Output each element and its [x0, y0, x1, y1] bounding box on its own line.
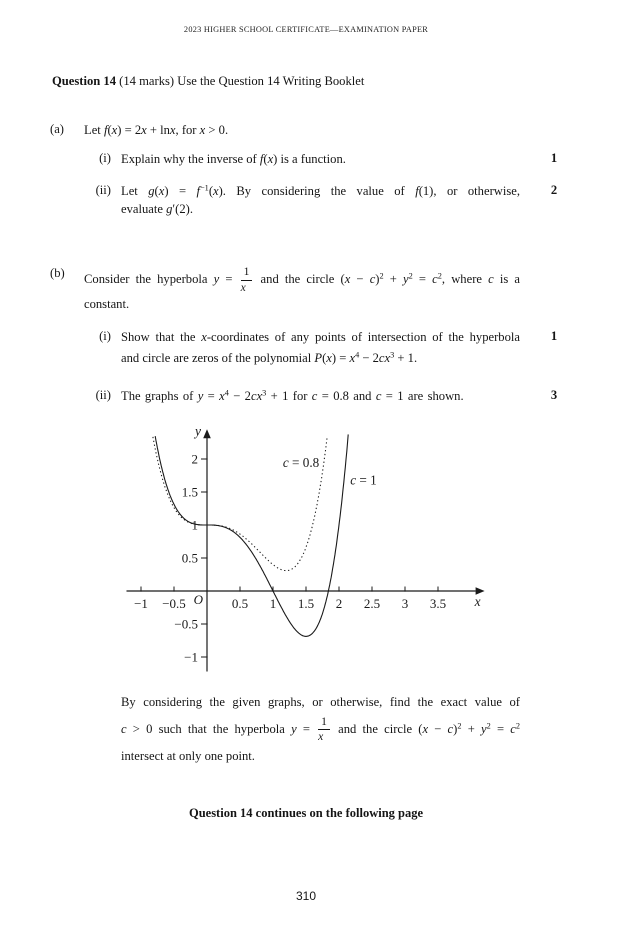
curve-label: c = 0.8 — [282, 454, 320, 470]
curve-label: c = 1 — [350, 472, 377, 488]
y-tick-label: −0.5 — [174, 616, 198, 632]
function-graph — [105, 422, 497, 688]
origin-label: O — [193, 592, 203, 607]
x-tick-label: 2 — [335, 596, 343, 611]
question-title — [52, 74, 364, 89]
fraction: $\frac{1}{x}$ — [241, 266, 253, 294]
exam-header-text: 2023 HIGHER SCHOOL CERTIFICATE—EXAMINATION PAPER — [183, 25, 429, 34]
question-title-rest: (14 marks) Use the Question 14 Writing Booklet — [116, 74, 365, 88]
closing-paragraph — [121, 694, 520, 765]
marks-badge: 1 — [550, 151, 558, 165]
closing-line: intersect at only one point. — [121, 748, 255, 763]
question-number: Question 14 — [52, 74, 117, 88]
y-tick-label: 0.5 — [181, 550, 198, 566]
x-tick-label: 1.5 — [297, 596, 315, 611]
subpart-label-i: (i) — [99, 151, 111, 165]
y-tick-label: −1 — [184, 649, 198, 665]
x-tick-label: 0.5 — [231, 596, 249, 611]
part-a-label: (a) — [50, 122, 64, 136]
subpart-text-line: evaluate g′(2). — [121, 201, 193, 216]
x-axis-label: x — [474, 594, 481, 609]
subpart-text: Explain why the inverse of f(x) is a function. — [121, 152, 346, 166]
x-tick-label: −1 — [134, 596, 148, 611]
y-axis-arrow — [203, 429, 211, 438]
subpart-text-line: The graphs of $y = x^4 - 2cx^3 + 1$ for c = 0.8 and c = 1 are shown. — [121, 388, 464, 403]
subpart-label-ii: (ii) — [95, 183, 111, 197]
continues-note: Question 14 continues on the following page — [188, 806, 424, 820]
y-tick-label: 1 — [191, 517, 198, 533]
y-tick-label: 1.5 — [181, 484, 198, 500]
subpart-label-ii: (ii) — [95, 388, 111, 402]
subpart-text-line: and circle are zeros of the polynomial $P(x) = x^4 - 2cx^3 + 1$. — [121, 349, 418, 365]
closing-line: By considering the given graphs, or otherwise, find the exact value of — [121, 695, 520, 709]
x-tick-label: 1 — [269, 596, 277, 611]
subpart-text-line: Show that the x-coordinates of any points of intersection of the hyperbola — [121, 330, 520, 344]
x-tick-label: 3 — [401, 596, 409, 611]
page-number: 310 — [295, 889, 317, 903]
x-tick-label: 3.5 — [429, 596, 447, 611]
subpart-text-line: Let $g(x) = f^{-1}(x)$. By considering the value of f(1), or otherwise, — [121, 183, 520, 198]
fraction: $\frac{1}{x}$ — [318, 716, 330, 744]
part-a-intro: Let f(x) = 2x + lnx, for x > 0. — [84, 123, 229, 137]
part-b-intro-line: Consider the hyperbola y = $\frac{1}{x}$ and the circle $(x - c)^2 + y^2 = c^2$, where c is a — [84, 265, 520, 294]
y-axis-label: y — [195, 423, 201, 439]
part-b-label: (b) — [50, 266, 65, 280]
marks-badge: 2 — [550, 183, 558, 197]
subpart-label-i: (i) — [99, 329, 111, 343]
marks-badge: 1 — [550, 329, 558, 343]
part-b-intro-line: constant. — [84, 297, 130, 312]
x-tick-label: 2.5 — [363, 596, 381, 611]
y-tick-label: 2 — [191, 451, 198, 467]
x-tick-label: −0.5 — [162, 596, 186, 611]
closing-line: c > 0 such that the hyperbola y = $\frac{1}{x}$ and the circle $(x - c)^2 + y^2 = c^2$ — [121, 714, 520, 744]
marks-badge: 3 — [550, 388, 558, 402]
